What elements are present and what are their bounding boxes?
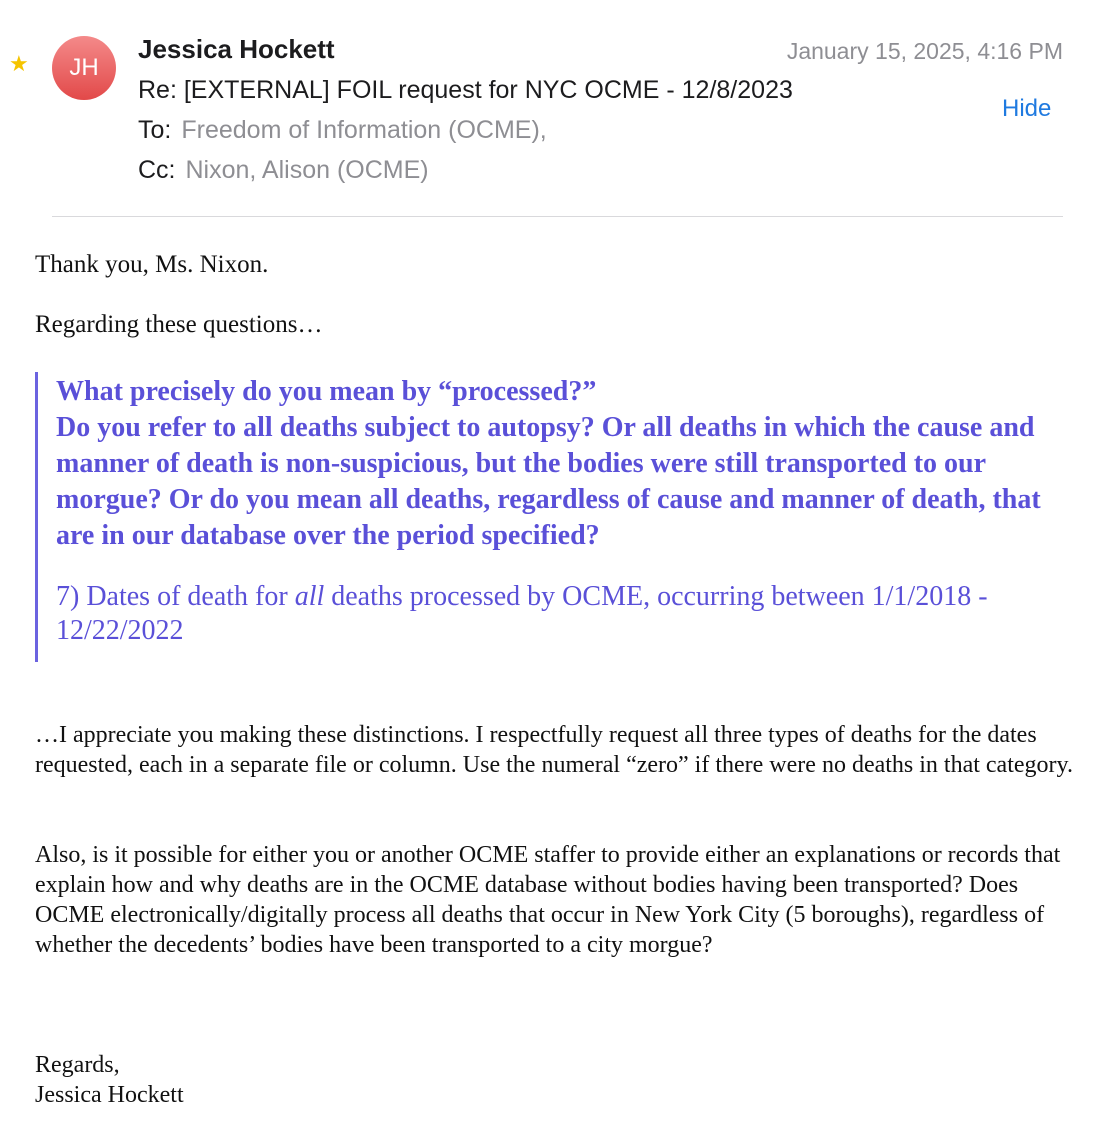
quoted-question-block (56, 372, 1085, 554)
quoted-request-item (56, 580, 1085, 648)
quoted-text (35, 372, 1085, 662)
message-header (0, 0, 1120, 218)
greeting: Thank you, Ms. Nixon. (35, 251, 269, 278)
quoted-item-italic: all (294, 581, 325, 612)
avatar-initials: JH (69, 54, 99, 81)
cc-line (138, 155, 429, 185)
avatar (52, 36, 116, 100)
to-line (138, 115, 547, 145)
paragraph-request: …I appreciate you making these distinctions. I respectfully request all three types of deaths for the dates requested, each in a separate file or column. Use the numeral “zero” if there were no deaths in that category. (35, 722, 1073, 778)
paragraph-question: Also, is it possible for either you or another OCME staffer to provide either an explanations or records that explain how and why deaths are in the OCME database without bodies having been transported? Does OCME electronically/digitally process all deaths that occur in New York City (5 boroughs), regardless of whether the decedents’ bodies have been transported to a city morgue? (35, 842, 1061, 958)
cc-label: Cc: (138, 156, 176, 184)
message-body (35, 250, 1095, 1108)
sender-name: Jessica Hockett (138, 34, 335, 64)
quoted-question-heading: What precisely do you mean by “processed?” (56, 376, 597, 407)
message-subject: Re: [EXTERNAL] FOIL request for NYC OCME - 12/8/2023 (138, 76, 793, 104)
message-date: January 15, 2025, 4:16 PM (786, 38, 1063, 64)
hide-details-button[interactable]: Hide (1002, 95, 1052, 122)
to-label: To: (138, 116, 172, 144)
cc-recipient[interactable]: Nixon, Alison (OCME) (185, 156, 429, 184)
intro-line: Regarding these questions… (35, 311, 323, 338)
star-icon[interactable]: ★ (9, 52, 29, 77)
signature: Jessica Hockett (35, 1082, 184, 1108)
header-divider (52, 216, 1063, 217)
quoted-question-detail: Do you refer to all deaths subject to autopsy? Or all deaths in which the cause and manner of death is non-suspicious, but the bodies were still transported to our morgue? Or do you mean all deaths, regardless of cause and manner of death, that are in our database over the period specified? (56, 412, 1041, 551)
quoted-item-suffix: deaths processed by OCME, occurring between 1/1/2018 - 12/22/2022 (56, 581, 988, 646)
quoted-item-prefix: 7) Dates of death for (56, 581, 295, 612)
to-recipient[interactable]: Freedom of Information (OCME), (181, 116, 547, 144)
closing: Regards, (35, 1052, 120, 1078)
